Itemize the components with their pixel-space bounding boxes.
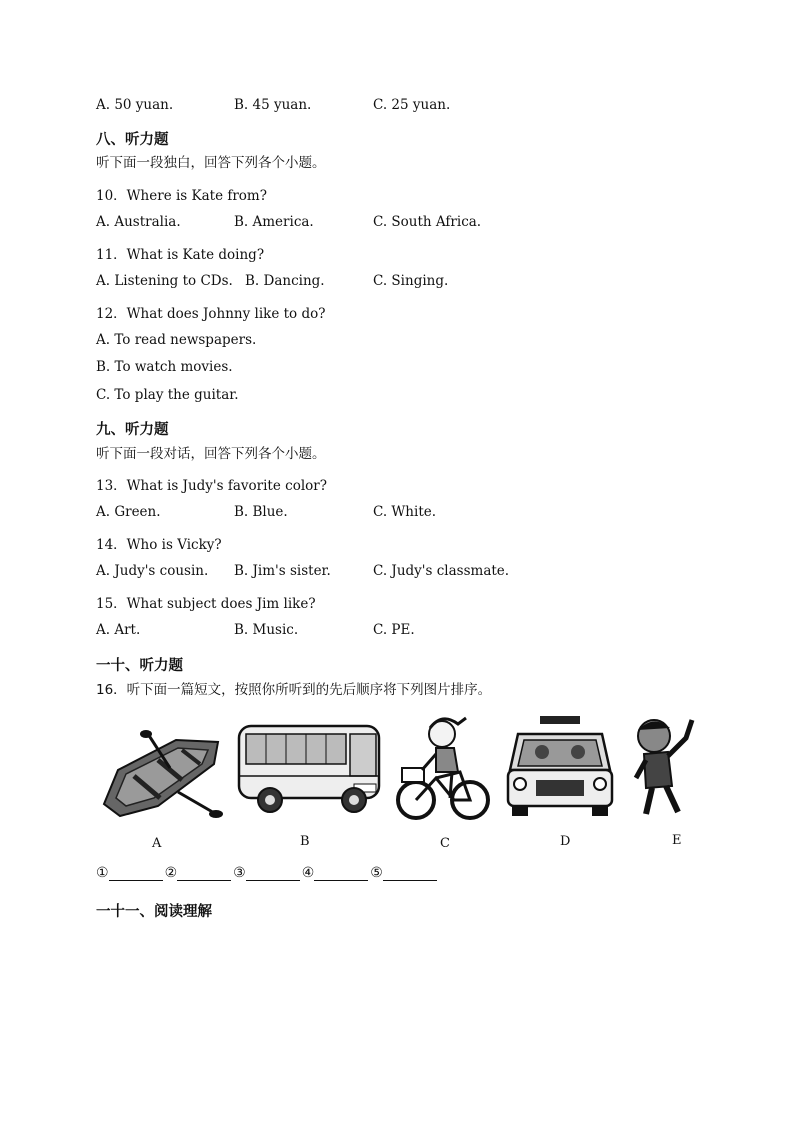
q15-question: 15．What subject does Jim like? bbox=[96, 596, 316, 612]
picture-label-e: E bbox=[672, 833, 682, 848]
q14-option-c: C. Judy's classmate. bbox=[373, 563, 510, 579]
q13-question: 13．What is Judy's favorite color? bbox=[96, 478, 327, 494]
q15-option-c: C. PE. bbox=[373, 622, 415, 638]
q12-question: 12．What does Johnny like to do? bbox=[96, 306, 326, 322]
blank-marker-3: ③ bbox=[233, 865, 246, 881]
q10-option-b: B. America. bbox=[234, 214, 314, 230]
q10-option-c: C. South Africa. bbox=[373, 214, 482, 230]
section9-instruction: 听下面一段对话，回答下列各个小题。 bbox=[96, 446, 326, 462]
section10-instruction: 16．听下面一篇短文，按照你所听到的先后顺序将下列图片排序。 bbox=[96, 682, 492, 698]
bus-icon bbox=[236, 720, 382, 816]
answer-blank-2[interactable] bbox=[177, 864, 231, 881]
q11-question: 11．What is Kate doing? bbox=[96, 247, 265, 263]
q14-option-b: B. Jim's sister. bbox=[234, 563, 331, 579]
answer-blank-4[interactable] bbox=[314, 864, 368, 881]
rowboat-icon bbox=[98, 728, 224, 820]
answer-blank-5[interactable] bbox=[383, 864, 437, 881]
q12-option-c: C. To play the guitar. bbox=[96, 387, 239, 403]
girl-on-bicycle-icon bbox=[396, 712, 492, 824]
blank-marker-1: ① bbox=[96, 865, 109, 881]
section9-title: 九、听力题 bbox=[96, 422, 169, 438]
answer-blank-1[interactable] bbox=[109, 864, 163, 881]
q11-option-c: C. Singing. bbox=[373, 273, 449, 289]
section8-instruction: 听下面一段独白，回答下列各个小题。 bbox=[96, 155, 326, 171]
q14-question: 14．Who is Vicky? bbox=[96, 537, 222, 553]
blank-marker-5: ⑤ bbox=[370, 865, 383, 881]
section10-title: 一十、听力题 bbox=[96, 658, 183, 674]
q13-option-c: C. White. bbox=[373, 504, 437, 520]
q10-question: 10．Where is Kate from? bbox=[96, 188, 267, 204]
section11-title: 一十一、阅读理解 bbox=[96, 904, 212, 920]
q9-option-c: C. 25 yuan. bbox=[373, 97, 451, 113]
q9-option-b: B. 45 yuan. bbox=[234, 97, 312, 113]
blank-marker-4: ④ bbox=[301, 865, 315, 881]
blank-marker-2: ② bbox=[164, 865, 178, 881]
q11-option-b: B. Dancing. bbox=[245, 273, 325, 289]
q13-option-b: B. Blue. bbox=[234, 504, 288, 520]
picture-label-a: A bbox=[152, 836, 162, 851]
answer-blank-3[interactable] bbox=[246, 864, 300, 881]
answer-blanks bbox=[96, 864, 439, 881]
q13-option-a: A. Green. bbox=[96, 504, 161, 520]
picture-label-b: B bbox=[300, 834, 310, 849]
q12-option-b: B. To watch movies. bbox=[96, 359, 233, 375]
q12-option-a: A. To read newspapers. bbox=[96, 332, 257, 348]
car-icon bbox=[504, 714, 616, 820]
q15-option-a: A. Art. bbox=[96, 622, 141, 638]
walking-boy-icon bbox=[628, 714, 702, 820]
q10-option-a: A. Australia. bbox=[96, 214, 181, 230]
q9-option-a: A. 50 yuan. bbox=[96, 97, 174, 113]
picture-label-d: D bbox=[560, 834, 571, 849]
q15-option-b: B. Music. bbox=[234, 622, 299, 638]
section8-title: 八、听力题 bbox=[96, 132, 169, 148]
picture-label-c: C bbox=[440, 836, 450, 851]
q14-option-a: A. Judy's cousin. bbox=[96, 563, 209, 579]
q11-option-a: A. Listening to CDs. bbox=[96, 273, 233, 289]
